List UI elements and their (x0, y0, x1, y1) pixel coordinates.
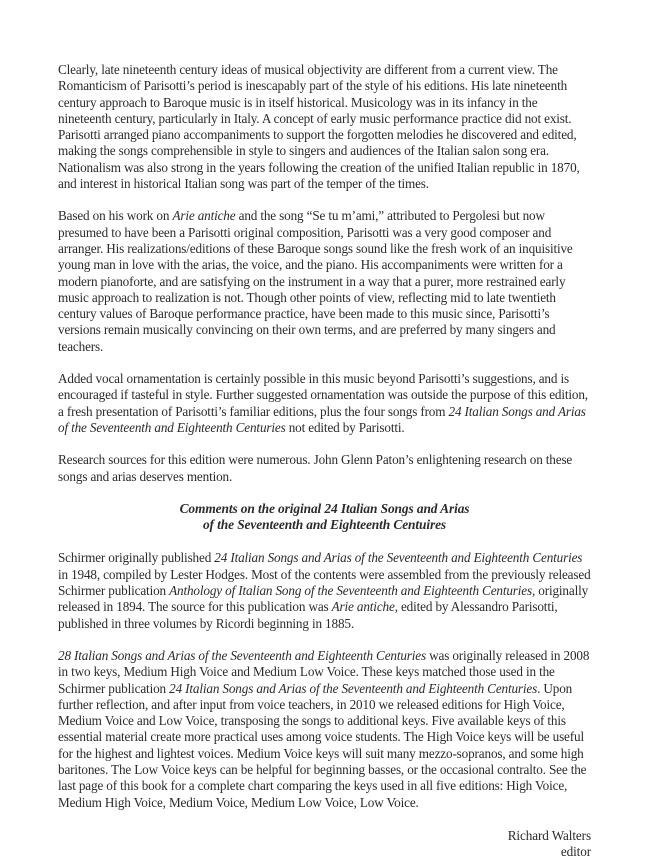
editor-role: editor (560, 844, 591, 860)
editor-signature (58, 828, 591, 861)
paragraph-ornamentation: Added vocal ornamentation is certainly possible in this music beyond Parisotti’s suggestions, and is encouraged if tasteful in style. Further suggested ornamentation was outside the purpose of this edition, a fresh presentation of Parisotti’s familiar editions, plus the four songs from 24 Italian Songs and Arias of the Seventeenth and Eighteenth Centuries not edited by Parisotti. (58, 371, 588, 435)
section-heading (58, 501, 591, 534)
paragraph-research-sources: Research sources for this edition were numerous. John Glenn Paton’s enlightening research on these songs and arias deserves mention. (58, 452, 573, 484)
section-heading-line-1: Comments on the original 24 Italian Songs and Arias (179, 500, 470, 516)
section-heading-line-2: of the Seventeenth and Eighteenth Centuires (202, 517, 447, 533)
paragraph-editions-keys: 28 Italian Songs and Arias of the Seventeenth and Eighteenth Centuries was originally released in 2008 in two keys, Medium High Voice and Medium Low Voice. These keys matched those used in the Schirmer publication 24 Italian Songs and Arias of the Seventeenth and Eighteenth Centuries. Upon further reflection, and after input from voice teachers, in 2010 we released editions for High Voice, Medium Voice and Low Voice, transposing the songs to additional keys. Five available keys of this essential material create more practical uses among voice students. The High Voice keys will be useful for the highest and lightest voices. Medium Voice keys will suit many mezzo-sopranos, and some high baritones. The Low Voice keys can be helpful for beginning basses, or the occasional contralto. See the last page of this book for a complete chart comparing the keys used in all five editions: High Voice, Medium High Voice, Medium Voice, Medium Low Voice, Low Voice. (58, 647, 590, 810)
paragraph-arie-antiche: Based on his work on Arie antiche and the song “Se tu m’ami,” attributed to Pergolesi but now presumed to have been a Parisotti original composition, Parisotti was a very good composer and arranger. His realizations/editions of these Baroque songs sound like the fresh work of an inquisitive young man in love with the arias, the voice, and the piano. His accompaniments were written for a modern pianoforte, and are satisfying on the instrument in a way that a purer, more restrained early music approach to realization is not. Though other points of view, reflecting mid to late twentieth century values of Baroque performance practice, have been made to this music since, Parisotti’s versions remain musically convincing on their own terms, and are preferred by many singers and teachers. (58, 208, 573, 354)
paragraph-parisotti-period: Clearly, late nineteenth century ideas of musical objectivity are different from a current view. The Romanticism of Parisotti’s period is inescapably part of the style of his editions. His late nineteenth century approach to Baroque music is in itself historical. Musicology was in its infancy in the nineteenth century, particularly in Italy. A concept of early music performance practice did not exist. Parisotti arranged piano accompaniments to support the forgotten melodies he discovered and edited, making the songs comprehensible in style to singers and audiences of the Italian salon song era. Nationalism was also strong in the years following the creation of the unified Italian republic in 1870, and interest in historical Italian song was part of the temper of the times. (58, 62, 580, 192)
paragraph-schirmer-history: Schirmer originally published 24 Italian Songs and Arias of the Seventeenth and Eighteenth Centuries in 1948, compiled by Lester Hodges. Most of the contents were assembled from the previously released Schirmer publication Anthology of Italian Song of the Seventeenth and Eighteenth Centuries, originally released in 1894. The source for this publication was Arie antiche, edited by Alessandro Parisotti, published in three volumes by Ricordi beginning in 1885. (58, 550, 591, 631)
editor-name: Richard Walters (507, 827, 591, 843)
